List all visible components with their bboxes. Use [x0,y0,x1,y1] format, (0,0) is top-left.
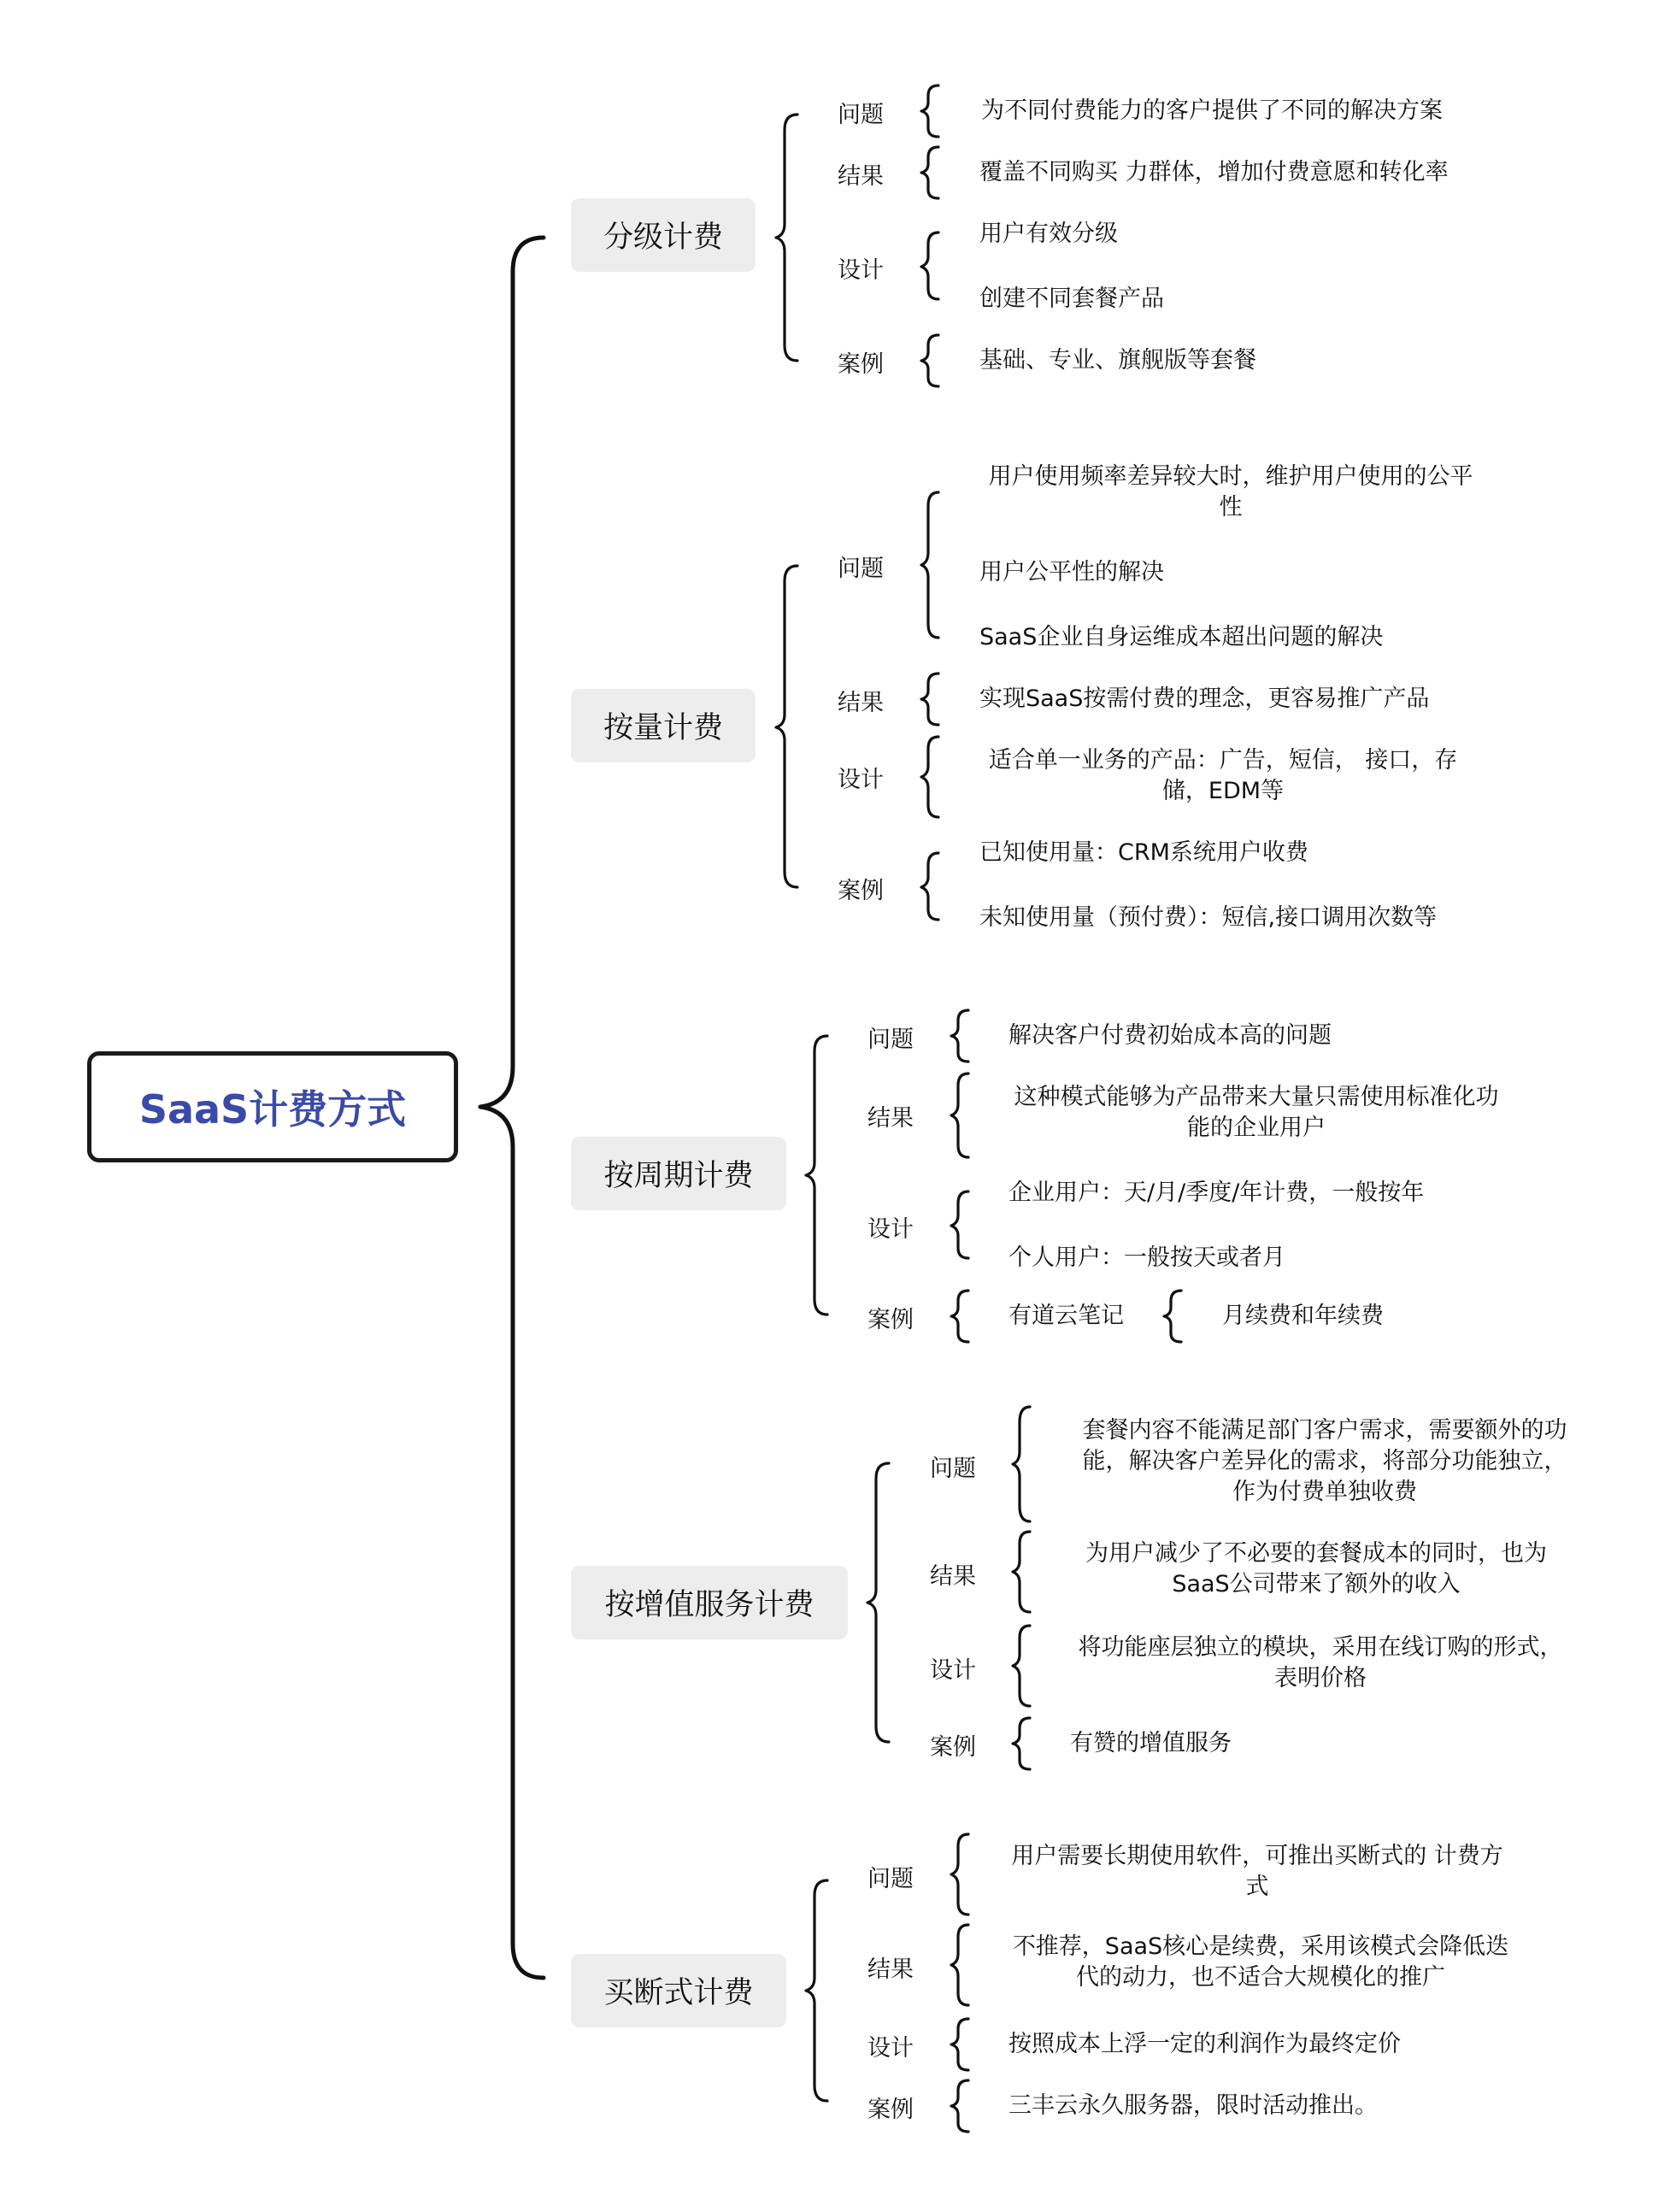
branch1-result-label: 结果 [838,163,884,190]
branch3-case-subtext: 月续费和年续费 [1222,1303,1384,1329]
branch1-result-text: 覆盖不同购买 力群体，增加付费意愿和转化率 [979,159,1449,185]
branch5-case-label: 案例 [867,2097,914,2123]
branch3-design-text-1: 企业用户：天/月/季度/年计费，一般按年 [1008,1180,1425,1206]
branch4-brace [867,1463,889,1742]
branch1-design-text-1: 用户有效分级 [979,221,1118,247]
branch2-case-text-1: 已知使用量：CRM系统用户收费 [979,839,1308,866]
branch5-case-text: 三丰云永久服务器，限时活动推出。 [1008,2092,1378,2119]
branch-buyout-pricing[interactable]: 买断式计费 [571,1954,786,2027]
branch3-result-label: 结果 [867,1105,914,1132]
branch2-design-text-line2: 储，EDM等 [1161,778,1285,804]
branch5-result-text-line1: 不推荐，SaaS核心是续费，采用该模式会降低迭 [1012,1933,1509,1960]
branch4-problem-text-line1: 套餐内容不能满足部门客户需求，需要额外的功 [1082,1417,1567,1444]
branch4-design-text-line1: 将功能座层独立的模块，采用在线订购的形式， [1078,1634,1563,1661]
branch5-problem-label: 问题 [867,1866,914,1892]
branch3-design-label: 设计 [867,1216,914,1243]
branch4-result-text-line2: SaaS公司带来了额外的收入 [1172,1571,1461,1597]
branch4-case-label: 案例 [930,1734,976,1761]
branch1-problem-text: 为不同付费能力的客户提供了不同的解决方案 [981,97,1443,124]
branch2-problem-text-1-line1: 用户使用频率差异较大时，维护用户使用的公平 [988,463,1473,490]
branch4-result-label: 结果 [930,1563,976,1590]
branch2-problem-text-1 [974,462,1487,523]
branch2-brace [776,566,797,887]
branch5-brace [806,1880,827,2101]
branch4-case-text: 有赞的增值服务 [1070,1730,1232,1756]
branch5-result-text [1000,1932,1521,1993]
branch1-problem-label: 问题 [838,102,884,128]
branch2-problem-text-1-line2: 性 [1219,494,1243,521]
branch5-problem-text [997,1841,1518,1903]
branch4-design-text [1060,1633,1581,1694]
branch4-problem-label: 问题 [930,1456,976,1482]
branch3-brace [806,1036,827,1315]
branch2-result-text: 实现SaaS按需付费的理念，更容易推广产品 [979,685,1430,712]
branch1-design-text-2: 创建不同套餐产品 [979,285,1164,312]
branch5-result-text-line2: 代的动力，也不适合大规模化的推广 [1076,1964,1445,1991]
branch5-result-label: 结果 [867,1956,914,1983]
branch2-case-label: 案例 [838,878,884,904]
branch4-problem-text-line3: 作为付费单独收费 [1232,1479,1417,1505]
root-node[interactable] [87,1051,458,1162]
branch1-brace [776,115,797,361]
branch1-case-text: 基础、专业、旗舰版等套餐 [979,347,1256,374]
branch2-problem-label: 问题 [838,556,884,582]
branch2-design-text-line1: 适合单一业务的产品：广告，短信， 接口，存 [988,747,1458,774]
branch3-problem-label: 问题 [867,1027,914,1053]
branch3-result-text-line1: 这种模式能够为产品带来大量只需使用标准化功 [1014,1084,1499,1110]
branch3-case-text: 有道云笔记 [1008,1303,1124,1329]
branch2-design-label: 设计 [838,767,884,793]
branch4-design-label: 设计 [930,1657,976,1684]
branch2-case-text-2: 未知使用量（预付费）：短信,接口调用次数等 [979,904,1438,931]
branch2-problem-text-3: SaaS企业自身运维成本超出问题的解决 [979,624,1384,650]
branch4-result-text-line1: 为用户减少了不必要的套餐成本的同时，也为 [1085,1540,1547,1567]
branch-tiered-pricing[interactable]: 分级计费 [571,198,756,272]
branch-usage-pricing[interactable]: 按量计费 [571,689,756,762]
branch3-result-text [1000,1082,1513,1144]
root-brace [480,238,544,1978]
branch3-case-label: 案例 [867,1307,914,1333]
branch4-problem-text [1060,1415,1590,1508]
branch4-design-text-line2: 表明价格 [1274,1665,1367,1691]
branch5-design-text: 按照成本上浮一定的利润作为最终定价 [1008,2031,1401,2057]
branch3-problem-text: 解决客户付费初始成本高的问题 [1008,1022,1332,1049]
branch3-result-text-line2: 能的企业用户 [1187,1115,1326,1141]
branch1-design-label: 设计 [838,257,884,284]
branch5-design-label: 设计 [867,2035,914,2062]
branch2-design-text [971,745,1475,807]
branch-periodic-pricing[interactable]: 按周期计费 [571,1137,786,1210]
branch2-result-label: 结果 [838,690,884,716]
branch4-problem-text-line2: 能，解决客户差异化的需求，将部分功能独立， [1082,1448,1567,1474]
branch3-design-text-2: 个人用户：一般按天或者月 [1008,1244,1285,1271]
branch1-case-label: 案例 [838,351,884,378]
branch4-result-text [1060,1538,1573,1600]
branch5-problem-text-line2: 式 [1245,1874,1269,1900]
branch2-problem-text-2: 用户公平性的解决 [979,559,1164,585]
branch-value-added-pricing[interactable]: 按增值服务计费 [571,1566,848,1639]
branch5-problem-text-line1: 用户需要长期使用软件，可推出买断式的 计费方 [1011,1843,1503,1869]
root-title: SaaS计费方式 [138,1086,407,1132]
